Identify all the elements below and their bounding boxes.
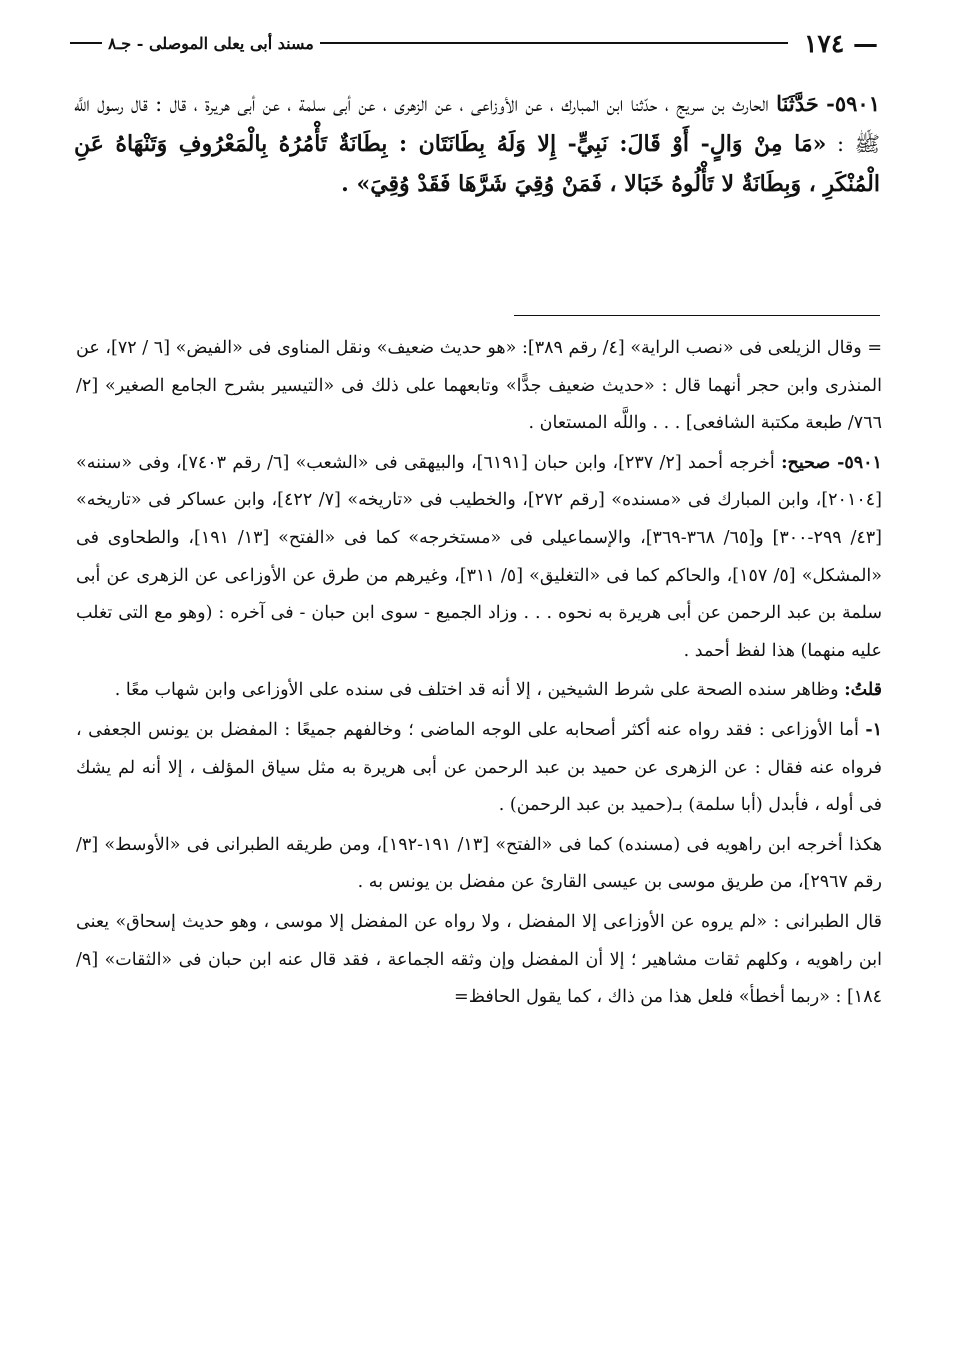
- hadith-matn: «مَا مِنْ وَالٍ- أَوْ قَالَ: نَبِيٍّ- إِلا وَلَهُ بِطَانَتَان : بِطَانَةٌ تَأْمُرُهُ بِالْمَعْرُوفِ وَتَنْهَاهُ عَنِ الْمُنْكَرِ ، وَبِطَانَةٌ لا تَأْلُوهُ خَبَالا ، فَمَنْ وُقِيَ شَرَّهَا فَقَدْ وُقِيَ» .: [74, 131, 880, 197]
- page-number: — ١٧٤: [803, 28, 878, 58]
- hadith-verb: حَدَّثَنَا: [776, 91, 819, 116]
- hadith-number: ٥٩٠١-: [826, 91, 880, 116]
- footnote-separator: [514, 315, 880, 316]
- note-qultu-text: وظاهر سنده الصحة على شرط الشيخين ، إلا أنه قد اختلف فى سنده على الأوزاعى وابن شهاب معًا .: [114, 680, 839, 701]
- note-qultu-label: قلتُ:: [844, 680, 882, 701]
- header-rule-end: [70, 42, 102, 44]
- running-title: مسند أبى يعلى الموصلى - جـ٨: [108, 33, 314, 53]
- hadith-isnad: الحارث بن سريج ، حدّثنا ابن المبارك ، عن الأوزاعى ، عن الزهرى ، عن أبى سلمة ، عن أبى هريرة ، قال : قال رسول اللَّه ﷺ :: [74, 92, 880, 156]
- note-takhrij: [76, 445, 882, 671]
- footnotes: [76, 330, 882, 1019]
- note-rahawayh: هكذا أخرجه ابن راهويه فى (مسنده) كما فى «الفتح» [١٣/ ١٩١-١٩٢]، ومن طريقه الطبرانى فى «الأوسط» [٣/ رقم ٢٩٦٧]، من طريق موسى بن عيسى القارئ عن مفضل بن يونس به .: [76, 834, 882, 893]
- note-takhrij-text: أخرجه أحمد [٢/ ٢٣٧]، وابن حبان [٦١٩١]، والبيهقى فى «الشعب» [٦/ رقم ٧٤٠٣]، وفى «سننه» [٢٠١٠٤]، وابن المبارك فى «مسنده» [رقم ٢٧٢]، والخطيب فى «تاريخه» [٧/ ٤٢٢]، وابن عساكر فى «تاريخه» [٤٣/ ٢٩٩-٣٠٠] و[٦٥/ ٣٦٨-٣٦٩]، والإسماعيلى فى «مستخرجه» كما فى «الفتح» [١٣/ ١٩١]، والطحاوى فى «المشكل» [٥/ ١٥٧]، والحاكم كما فى «التغليق» [٥/ ٣١١]، وغيرهم من طرق عن الأوزاعى عن الزهرى عن أبى سلمة بن عبد الرحمن عن أبى هريرة به نحوه . . . وزاد الجميع - سوى ابن حبان - فى آخره : (وهو مع التى تغلب عليه منهما) هذا لفظ أحمد .: [76, 452, 882, 661]
- note-tabarani: قال الطبرانى : «لم يروه عن الأوزاعى إلا المفضل ، ولا رواه عن المفضل إلا موسى ، وهو حديث إسحاق» يعنى ابن راهويه ، وكلهم ثقات مشاهير ؛ إلا أن المفضل وإن وثقه الجماعة ، فقد قال عنه ابن حبان فى «الثقات» [٩/ ١٨٤] : «ربما أخطأ» فلعل هذا من ذاك ، كما يقول الحافظ=: [76, 911, 882, 1008]
- header-rule: [320, 42, 788, 44]
- note-awzai-text: أما الأوزاعى : فقد رواه عنه أكثر أصحابه على الوجه الماضى ؛ وخالفهم جميعًا : المفضل بن يونس الجعفى ، فرواه عنه فقال : عن الزهرى عن حميد بن عبد الرحمن عن أبى هريرة به مثل سياق المؤلف ، إلا أنه لم يشك فى أوله ، فأبدل (أبا سلمة) بـ(حميد بن عبد الرحمن) .: [76, 719, 882, 816]
- note-awzai-label: ١-: [865, 719, 882, 740]
- note-awzai: [76, 712, 882, 825]
- note-qultu: [76, 672, 882, 710]
- hadith-text: [74, 84, 880, 204]
- note-continued: = وقال الزيلعى فى «نصب الراية» [٤/ رقم ٣٨٩]: «هو حديث ضعيف» ونقل المناوى فى «الفيض» [٦ / ٧٢]، عن المنذرى وابن حجر أنهما قال : «حديث ضعيف جدًّا» وتابعهما على ذلك فى «التيسير بشرح الجامع الصغير» [٢/ ٧٦٦/ طبعة مكتبة الشافعى] . . . واللَّه المستعان .: [76, 338, 882, 434]
- note-takhrij-label: ٥٩٠١- صحيح:: [781, 452, 882, 473]
- page-header: [70, 26, 878, 60]
